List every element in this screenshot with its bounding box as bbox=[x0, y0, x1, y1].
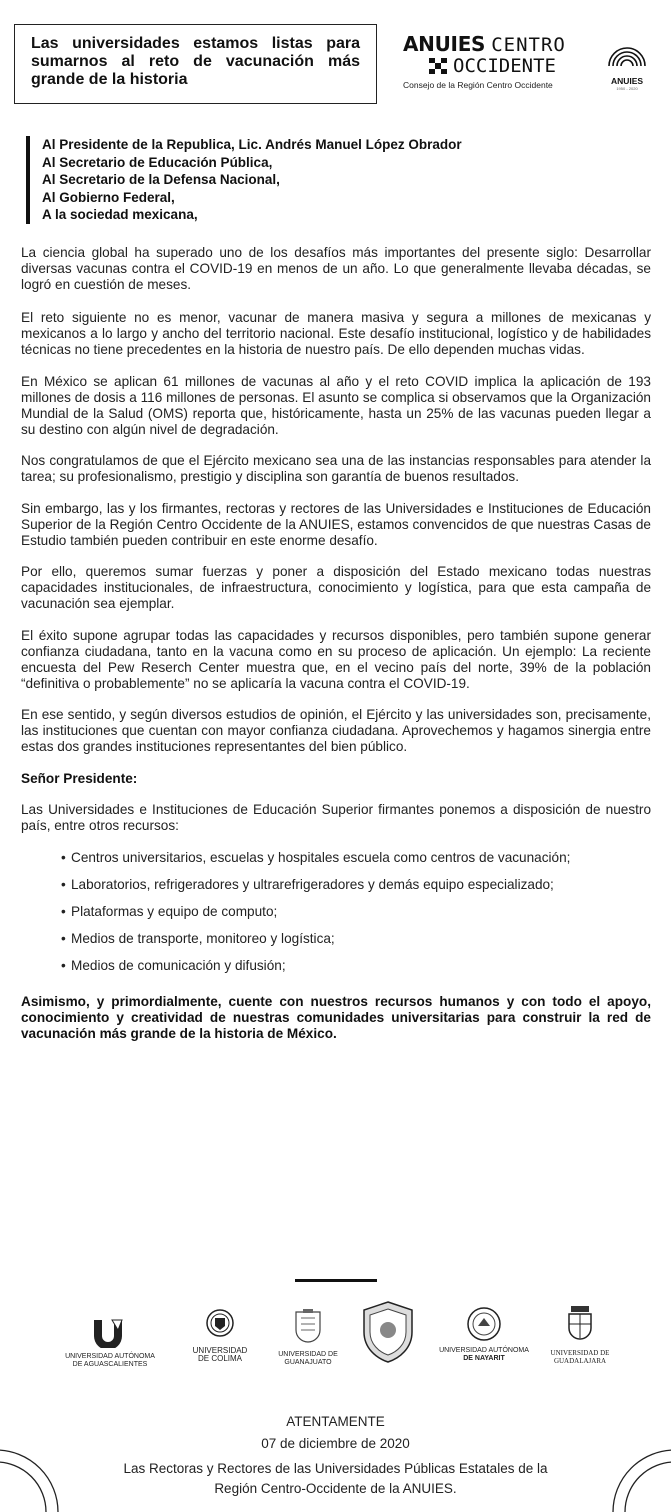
addressee-line: A la sociedad mexicana, bbox=[42, 207, 198, 222]
addressee-line: Al Secretario de Educación Pública, bbox=[42, 154, 273, 170]
paragraph: El éxito supone agrupar todas las capacidades y recursos disponibles, pero también supone generar confianza ciudadana, tanto en la vacuna como en su proceso de aplicación. Un ejemplo: La reciente encuesta del Pew Reserch Center muestra que, en el vecino país del norte, 39% de la población “definitiva o probablemente” no se aplicaría la vacuna contra el COVID-19. bbox=[21, 627, 651, 691]
uan-logo: UNIVERSIDAD AUTÓNOMA DE NAYARIT bbox=[432, 1306, 536, 1363]
bullet-icon: • bbox=[61, 903, 66, 919]
seal-years: 1950 - 2020 bbox=[616, 86, 638, 91]
anuies-seal-logo bbox=[603, 36, 651, 96]
bullet-icon: • bbox=[61, 957, 66, 973]
letter-body bbox=[21, 245, 651, 1057]
anuies-rings-icon bbox=[603, 36, 651, 76]
paragraph: Sin embargo, las y los firmantes, rectoras y rectores de las Universidades e Instituciones de Educación Superior de la Región Centro Occidente de la ANUIES, estamos convencidos de que nuestras Casas de Estudio también pueden contribuir en este enorme desafío. bbox=[21, 500, 651, 548]
corner-rings-decoration-right bbox=[591, 1440, 671, 1512]
seal-label: ANUIES bbox=[610, 76, 644, 86]
uan-seal-icon bbox=[466, 1306, 502, 1342]
brand-name: ANUIES bbox=[403, 32, 486, 56]
list-item: • Medios de comunicación y difusión; bbox=[61, 957, 286, 973]
paragraph: En ese sentido, y según diversos estudios de opinión, el Ejército y las universidades son, precisamente, las instituciones que cuentan con mayor confianza ciudadana. Aprovechemos y hagamos sinergia entre estas dos grandes instituciones representantes del bien público. bbox=[21, 707, 651, 754]
uaa-logo: UNIVERSIDAD AUTÓNOMA DE AGUASCALIENTES bbox=[60, 1318, 160, 1369]
paragraph: El reto siguiente no es menor, vacunar de manera masiva y segura a millones de mexicanas y mexicanos a lo largo y ancho del territorio nacional. Este desafío institucional, logístico y de habilidades técnicas no tiene precedentes en la historia de nuestro país. De ello dependen muchas vidas. bbox=[21, 310, 651, 357]
valediction: ATENTAMENTE bbox=[286, 1414, 385, 1429]
ugto-shield-icon bbox=[292, 1308, 324, 1346]
udg-shield-icon bbox=[565, 1304, 595, 1344]
brand-region-word: CENTRO bbox=[491, 34, 566, 56]
addressee-line: Al Gobierno Federal, bbox=[42, 189, 175, 205]
paragraph: En México se aplican 61 millones de vacunas al año y el reto COVID implica la aplicación de 193 millones de dosis a 116 millones de personas. El asunto se complica si observamos que la Organización Mundial de la Salud (OMS) reporta que, históricamente, hasta un 25% de las vacunas pueden llegar a su destino con algún nivel de degradación. bbox=[21, 373, 651, 437]
headline-box bbox=[14, 24, 377, 104]
brand-region-word-2: OCCIDENTE bbox=[453, 55, 556, 77]
offer-intro: Las Universidades e Instituciones de Educación Superior firmantes ponemos a disposición de nuestro país, entre otros recursos: bbox=[21, 802, 651, 833]
bullet-icon: • bbox=[61, 849, 66, 865]
ugto-logo: UNIVERSIDAD DE GUANAJUATO bbox=[272, 1308, 344, 1367]
corner-rings-decoration-left bbox=[0, 1440, 80, 1512]
paragraph: Nos congratulamos de que el Ejército mexicano sea una de las instancias responsables para atender la tarea; su profesionalismo, prestigio y disciplina son garantía de buenos resultados. bbox=[21, 453, 651, 484]
addressee-line: Al Secretario de la Defensa Nacional, bbox=[42, 172, 280, 187]
list-item: • Plataformas y equipo de computo; bbox=[61, 903, 278, 919]
closing-statement: Asimismo, y primordialmente, cuente con nuestros recursos humanos y con todo el apoyo, conocimiento y creatividad de nuestras comunidades universitarias para construir la red de vacunación más grande de la historia de México. bbox=[21, 993, 651, 1041]
resources-list bbox=[21, 850, 651, 974]
brand-subtitle: Consejo de la Región Centro Occidente bbox=[403, 80, 553, 90]
list-item: • Medios de transporte, monitoreo y logística; bbox=[61, 930, 335, 946]
x-mark-icon bbox=[429, 58, 447, 74]
udg-logo: UNIVERSIDAD DE GUADALAJARA bbox=[542, 1304, 618, 1365]
ucol-logo: UNIVERSIDAD DE COLIMA bbox=[185, 1308, 255, 1363]
ucol-shield-icon bbox=[205, 1308, 235, 1342]
university-seal-icon bbox=[360, 1300, 416, 1364]
addressee-block bbox=[26, 136, 642, 224]
list-item: • Centros universitarios, escuelas y hospitales escuela como centros de vacunación; bbox=[61, 849, 571, 865]
divider bbox=[295, 1279, 377, 1282]
signers-line: Región Centro-Occidente de la ANUIES. bbox=[214, 1481, 457, 1496]
university-logos-row bbox=[60, 1300, 620, 1380]
paragraph: La ciencia global ha superado uno de los desafíos más importantes del presente siglo: Desarrollar diversas vacunas contra el COVID-19 en menos de un año. Lo que generalmente llevaba décadas, se logró en cuestión de meses. bbox=[21, 245, 651, 292]
headline: Las universidades estamos listas para sumarnos al reto de vacunación más grande de la historia bbox=[31, 35, 360, 88]
salutation: Señor Presidente: bbox=[21, 770, 138, 786]
list-item: • Laboratorios, refrigeradores y ultrarefrigeradores y demás equipo especializado; bbox=[61, 876, 554, 892]
anuies-centro-occidente-logo bbox=[403, 33, 579, 97]
paragraph: Por ello, queremos sumar fuerzas y poner a disposición del Estado mexicano todas nuestras capacidades institucionales, de infraestructura, conocimiento y logística, para que esta campaña de vacunación sea ejemplar. bbox=[21, 564, 651, 611]
bullet-icon: • bbox=[61, 876, 66, 892]
letter-date: 07 de diciembre de 2020 bbox=[261, 1436, 410, 1451]
addressee-line: Al Presidente de la Republica, Lic. Andrés Manuel López Obrador bbox=[42, 137, 462, 152]
signers-line: Las Rectoras y Rectores de las Universidades Públicas Estatales de la bbox=[123, 1461, 548, 1476]
michoacan-seal-logo bbox=[360, 1300, 416, 1369]
uaa-emblem-icon bbox=[90, 1318, 130, 1348]
bullet-icon: • bbox=[61, 930, 66, 946]
